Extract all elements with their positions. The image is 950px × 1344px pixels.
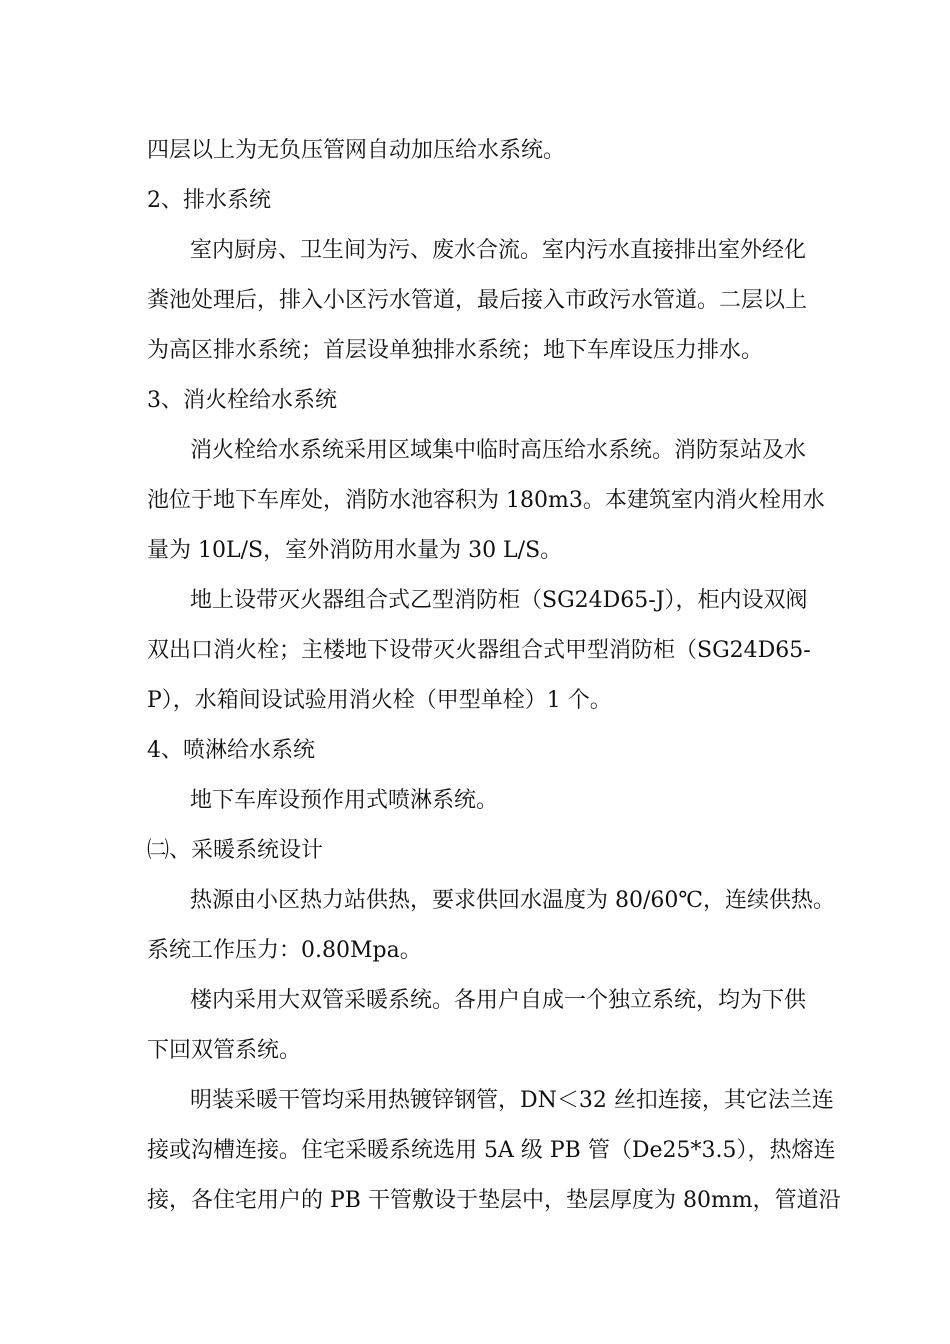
paragraph-line: 四层以上为无负压管网自动加压给水系统。: [147, 138, 566, 163]
paragraph-line: 量为 10L/S，室外消防用水量为 30 L/S。: [147, 538, 563, 563]
paragraph-line: 地下车库设预作用式喷淋系统。: [190, 788, 499, 813]
paragraph-line: 系统工作压力：0.80Mpa。: [147, 938, 422, 963]
section-heading: 3、消火栓给水系统: [147, 388, 337, 413]
paragraph-line: 热源由小区热力站供热，要求供回水温度为 80/60℃，连续供热。: [190, 888, 836, 913]
paragraph-line: 粪池处理后，排入小区污水管道，最后接入市政污水管道。二层以上: [147, 288, 808, 313]
paragraph-line: 池位于地下车库处，消防水池容积为 180m3。本建筑室内消火栓用水: [147, 488, 825, 513]
paragraph-line: 接，各住宅用户的 PB 干管敷设于垫层中，垫层厚度为 80mm，管道沿: [147, 1188, 841, 1213]
paragraph-line: 消火栓给水系统采用区域集中临时高压给水系统。消防泵站及水: [190, 438, 807, 463]
paragraph-line: 为高区排水系统；首层设单独排水系统；地下车库设压力排水。: [147, 338, 764, 363]
paragraph-line: 下回双管系统。: [147, 1038, 302, 1063]
paragraph-line: 接或沟槽连接。住宅采暖系统选用 5A 级 PB 管（De25*3.5），热熔连: [147, 1138, 836, 1163]
paragraph-line: 明装采暖干管均采用热镀锌钢管，DN＜32 丝扣连接，其它法兰连: [190, 1088, 834, 1113]
paragraph-line: 室内厨房、卫生间为污、废水合流。室内污水直接排出室外经化: [190, 238, 807, 263]
paragraph-line: 楼内采用大双管采暖系统。各用户自成一个独立系统，均为下供: [190, 988, 807, 1013]
section-heading: 4、喷淋给水系统: [147, 738, 315, 763]
paragraph-line: 地上设带灭火器组合式乙型消防柜（SG24D65-J），柜内设双阀: [190, 588, 808, 613]
paragraph-line: 双出口消火栓；主楼地下设带灭火器组合式甲型消防柜（SG24D65-: [147, 638, 811, 663]
section-heading: 2、排水系统: [147, 188, 271, 213]
section-heading: ㈡、采暖系统设计: [147, 838, 324, 863]
paragraph-line: P），水箱间设试验用消火栓（甲型单栓）1 个。: [147, 688, 612, 713]
